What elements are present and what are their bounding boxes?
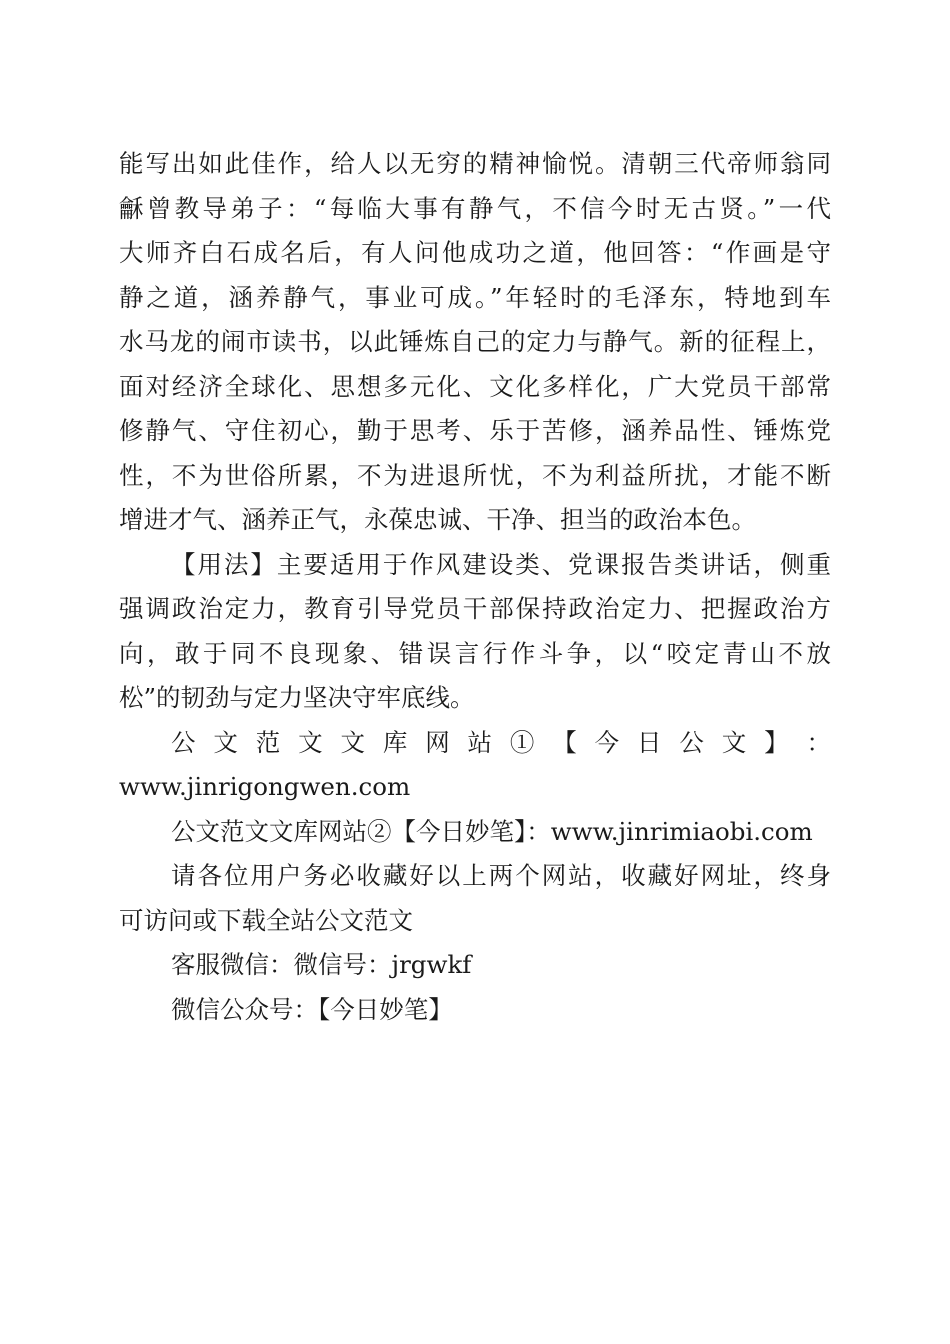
text-line: 面对经济全球化、思想多元化、文化多样化，广大党员干部常 (119, 371, 831, 401)
text-line: 松”的韧劲与定力坚决守牢底线。 (119, 683, 475, 712)
notice-line: 请各位用户务必收藏好以上两个网站，收藏好网址，终身 (171, 861, 831, 890)
text-line: 能写出如此佳作，给人以无穷的精神愉悦。清朝三代帝师翁同 (119, 149, 831, 178)
text-line: 向，敢于同不良现象、错误言行作斗争，以“咬定青山不放 (119, 638, 831, 668)
text-line: 强调政治定力，教育引导党员干部保持政治定力、把握政治方 (119, 594, 831, 623)
paragraph-usage (119, 543, 831, 721)
text-line: 大师齐白石成名后，有人问他成功之道，他回答：“作画是守 (119, 238, 831, 267)
text-line: 性，不为世俗所累，不为进退所忧，不为利益所扰，才能不断 (119, 460, 831, 490)
text-line: 【用法】主要适用于作风建设类、党课报告类讲话，侧重 (171, 549, 831, 579)
text-line: 静之道，涵养静气，事业可成。”年轻时的毛泽东，特地到车 (119, 282, 831, 312)
text-line: 龢曾教导弟子：“每临大事有静气，不信今时无古贤。”一代 (119, 193, 831, 223)
paragraph-body (119, 142, 831, 543)
site2-info: 公文范文文库网站②【今日妙笔】：www.jinrimiaobi.com (171, 816, 813, 846)
wechat-official: 微信公众号：【今日妙笔】 (171, 994, 453, 1024)
footer-info (119, 721, 831, 1033)
text-line: 水马龙的闹市读书，以此锤炼自己的定力与静气。新的征程上， (119, 327, 831, 356)
text-line: 增进才气、涵养正气，永葆忠诚、干净、担当的政治本色。 (119, 505, 756, 534)
site1-url: www.jinrigongwen.com (119, 772, 411, 801)
notice-line: 可访问或下载全站公文范文 (119, 905, 413, 935)
document-page (119, 142, 831, 1032)
site1-label: 公 文 范 文 文 库 网 站 ① 【 今 日 公 文 】 ： (171, 727, 831, 757)
text-line: 修静气、守住初心，勤于思考、乐于苦修，涵养品性、锤炼党 (119, 416, 831, 445)
wechat-service: 客服微信：微信号：jrgwkf (171, 950, 472, 979)
